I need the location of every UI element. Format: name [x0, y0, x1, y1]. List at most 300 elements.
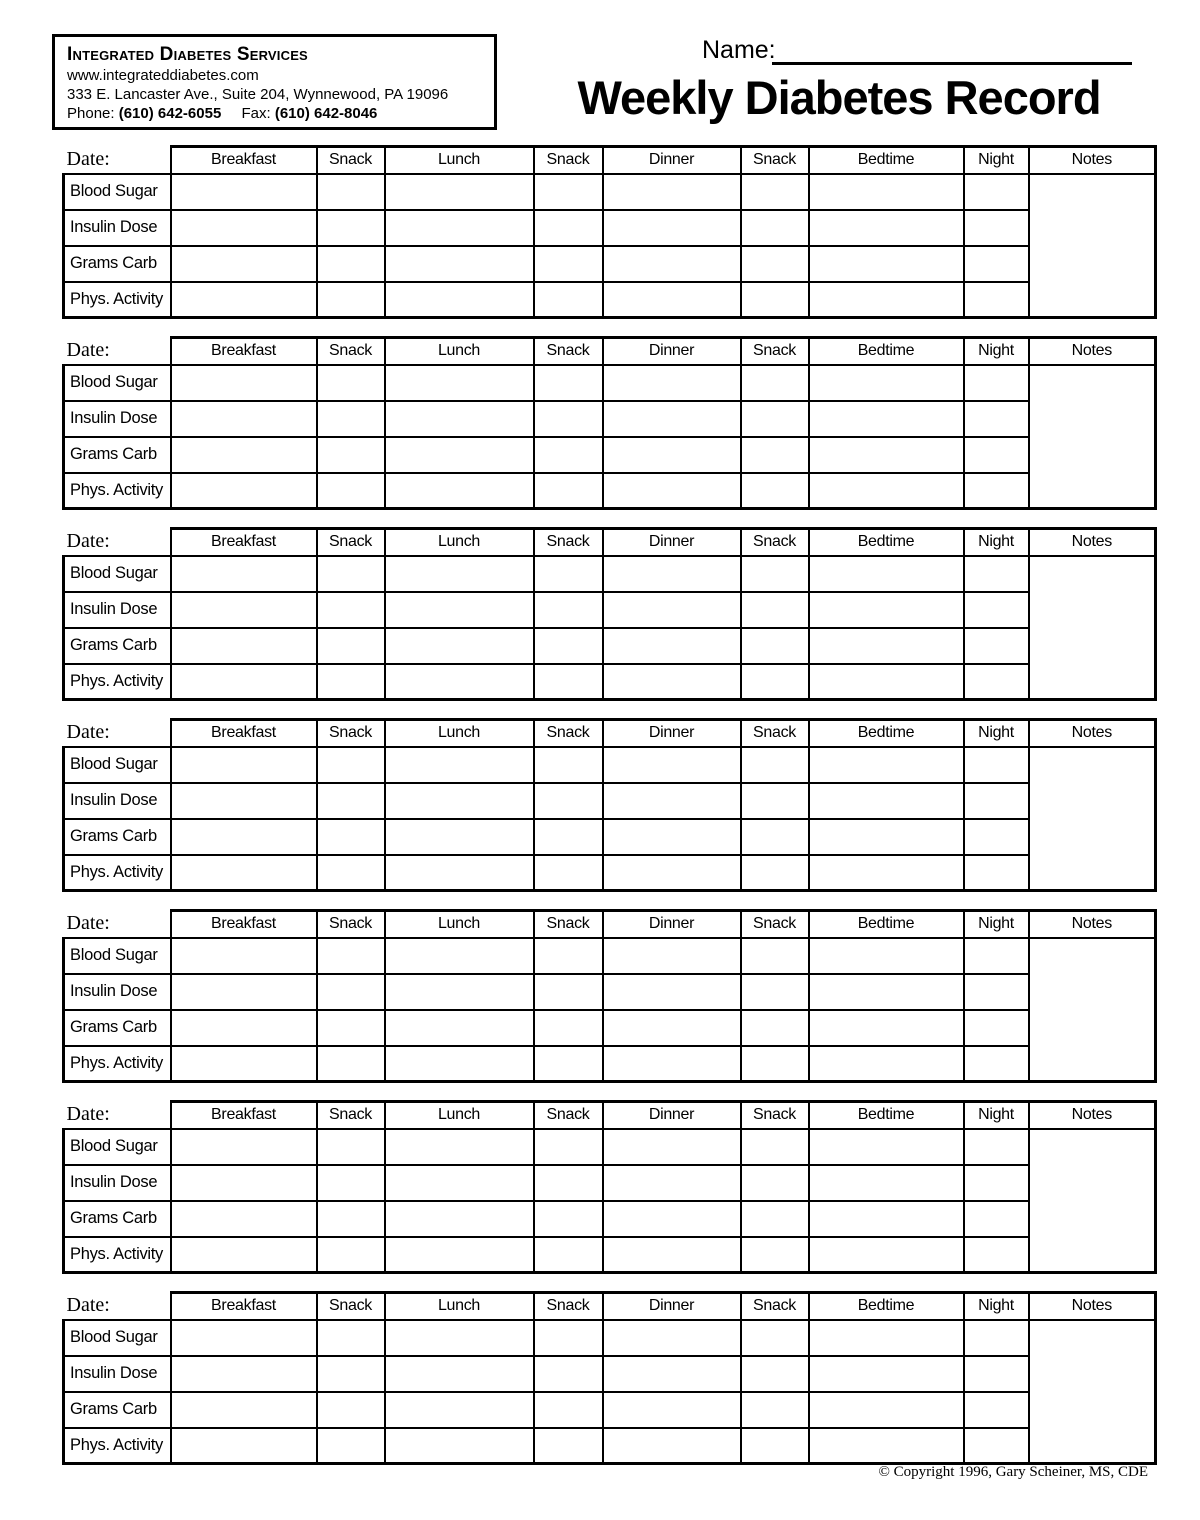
entry-cell[interactable] — [385, 246, 534, 282]
name-label: Name: — [702, 36, 776, 64]
entry-cell[interactable] — [603, 783, 741, 819]
entry-cell[interactable] — [964, 1046, 1029, 1082]
entry-cell[interactable] — [385, 174, 534, 210]
entry-cell[interactable] — [171, 246, 317, 282]
fax-number: (610) 642-8046 — [274, 105, 378, 122]
notes-cell[interactable] — [1029, 556, 1156, 700]
entry-cell[interactable] — [317, 1392, 385, 1428]
entry-cell[interactable] — [603, 819, 741, 855]
entry-cell[interactable] — [964, 664, 1029, 700]
entry-cell[interactable] — [171, 855, 317, 891]
entry-cell[interactable] — [603, 1010, 741, 1046]
entry-cell[interactable] — [964, 1428, 1029, 1464]
entry-cell[interactable] — [171, 282, 317, 318]
column-header-breakfast: Breakfast — [171, 147, 317, 174]
entry-cell[interactable] — [741, 210, 809, 246]
column-header-bedtime: Bedtime — [809, 1293, 964, 1320]
entry-cell[interactable] — [741, 282, 809, 318]
clinic-address: 333 E. Lancaster Ave., Suite 204, Wynnewood, PA 19096 — [67, 86, 449, 103]
entry-cell[interactable] — [809, 210, 964, 246]
column-header-lunch: Lunch — [385, 911, 534, 938]
column-header-bedtime: Bedtime — [809, 1102, 964, 1129]
entry-cell[interactable] — [317, 282, 385, 318]
entry-cell[interactable] — [603, 628, 741, 664]
entry-cell[interactable] — [171, 1320, 317, 1356]
date-field[interactable] — [64, 1102, 171, 1129]
entry-cell[interactable] — [534, 365, 603, 401]
entry-cell[interactable] — [534, 1356, 603, 1392]
entry-cell[interactable] — [741, 437, 809, 473]
entry-cell[interactable] — [317, 365, 385, 401]
entry-cell[interactable] — [385, 556, 534, 592]
entry-cell[interactable] — [964, 1392, 1029, 1428]
entry-cell[interactable] — [317, 1129, 385, 1165]
entry-cell[interactable] — [385, 437, 534, 473]
entry-cell[interactable] — [171, 1010, 317, 1046]
entry-cell[interactable] — [171, 365, 317, 401]
entry-cell[interactable] — [741, 1320, 809, 1356]
entry-cell[interactable] — [809, 282, 964, 318]
entry-cell[interactable] — [534, 1392, 603, 1428]
entry-cell[interactable] — [964, 365, 1029, 401]
entry-cell[interactable] — [964, 783, 1029, 819]
week-record-table — [62, 718, 1157, 892]
entry-cell[interactable] — [317, 437, 385, 473]
entry-cell[interactable] — [317, 210, 385, 246]
entry-cell[interactable] — [741, 1201, 809, 1237]
entry-cell[interactable] — [171, 664, 317, 700]
week-record-table — [62, 527, 1157, 701]
column-header-snack-3: Snack — [741, 720, 809, 747]
entry-cell[interactable] — [964, 174, 1029, 210]
entry-cell[interactable] — [171, 401, 317, 437]
entry-cell[interactable] — [385, 365, 534, 401]
entry-cell[interactable] — [741, 783, 809, 819]
entry-cell[interactable] — [809, 1129, 964, 1165]
notes-cell[interactable] — [1029, 365, 1156, 509]
entry-cell[interactable] — [317, 1010, 385, 1046]
entry-cell[interactable] — [317, 819, 385, 855]
entry-cell[interactable] — [603, 365, 741, 401]
entry-cell[interactable] — [171, 1201, 317, 1237]
entry-cell[interactable] — [741, 974, 809, 1010]
entry-cell[interactable] — [964, 1129, 1029, 1165]
entry-cell[interactable] — [317, 246, 385, 282]
column-header-notes: Notes — [1029, 529, 1156, 556]
row-label-phys-activity: Phys. Activity — [64, 1428, 171, 1464]
entry-cell[interactable] — [385, 628, 534, 664]
entry-cell[interactable] — [603, 1237, 741, 1273]
entry-cell[interactable] — [534, 938, 603, 974]
entry-cell[interactable] — [603, 938, 741, 974]
entry-cell[interactable] — [741, 174, 809, 210]
entry-cell[interactable] — [809, 1356, 964, 1392]
row-label-blood-sugar: Blood Sugar — [64, 1129, 171, 1165]
entry-cell[interactable] — [809, 1320, 964, 1356]
entry-cell[interactable] — [741, 819, 809, 855]
entry-cell[interactable] — [603, 473, 741, 509]
entry-cell[interactable] — [317, 473, 385, 509]
entry-cell[interactable] — [385, 747, 534, 783]
row-label-blood-sugar: Blood Sugar — [64, 938, 171, 974]
entry-cell[interactable] — [741, 1428, 809, 1464]
entry-cell[interactable] — [964, 473, 1029, 509]
entry-cell[interactable] — [603, 1129, 741, 1165]
column-header-bedtime: Bedtime — [809, 338, 964, 365]
entry-cell[interactable] — [171, 783, 317, 819]
entry-cell[interactable] — [171, 747, 317, 783]
entry-cell[interactable] — [964, 1165, 1029, 1201]
entry-cell[interactable] — [809, 1392, 964, 1428]
entry-cell[interactable] — [385, 783, 534, 819]
entry-cell[interactable] — [385, 664, 534, 700]
entry-cell[interactable] — [603, 246, 741, 282]
week-record-table — [62, 145, 1157, 319]
entry-cell[interactable] — [317, 1165, 385, 1201]
row-label-phys-activity: Phys. Activity — [64, 1046, 171, 1082]
entry-cell[interactable] — [603, 282, 741, 318]
entry-cell[interactable] — [964, 819, 1029, 855]
entry-cell[interactable] — [534, 664, 603, 700]
entry-cell[interactable] — [964, 1237, 1029, 1273]
entry-cell[interactable] — [741, 365, 809, 401]
entry-cell[interactable] — [534, 1320, 603, 1356]
entry-cell[interactable] — [809, 855, 964, 891]
row-label-phys-activity: Phys. Activity — [64, 855, 171, 891]
date-field[interactable] — [64, 720, 171, 747]
entry-cell[interactable] — [603, 210, 741, 246]
entry-cell[interactable] — [603, 174, 741, 210]
column-header-notes: Notes — [1029, 1102, 1156, 1129]
entry-cell[interactable] — [534, 974, 603, 1010]
column-header-bedtime: Bedtime — [809, 911, 964, 938]
entry-cell[interactable] — [385, 938, 534, 974]
entry-cell[interactable] — [964, 1320, 1029, 1356]
entry-cell[interactable] — [964, 556, 1029, 592]
date-field[interactable] — [64, 1293, 171, 1320]
entry-cell[interactable] — [534, 282, 603, 318]
entry-cell[interactable] — [809, 365, 964, 401]
entry-cell[interactable] — [534, 401, 603, 437]
row-label-insulin-dose: Insulin Dose — [64, 974, 171, 1010]
column-header-night: Night — [964, 720, 1029, 747]
entry-cell[interactable] — [171, 1129, 317, 1165]
entry-cell[interactable] — [809, 592, 964, 628]
entry-cell[interactable] — [809, 437, 964, 473]
entry-cell[interactable] — [603, 592, 741, 628]
entry-cell[interactable] — [385, 1428, 534, 1464]
entry-cell[interactable] — [809, 1165, 964, 1201]
entry-cell[interactable] — [809, 401, 964, 437]
date-label: Date: — [66, 339, 110, 361]
entry-cell[interactable] — [603, 664, 741, 700]
entry-cell[interactable] — [534, 855, 603, 891]
entry-cell[interactable] — [534, 1428, 603, 1464]
entry-cell[interactable] — [809, 819, 964, 855]
entry-cell[interactable] — [741, 747, 809, 783]
row-label-blood-sugar: Blood Sugar — [64, 556, 171, 592]
copyright-notice: © Copyright 1996, Gary Scheiner, MS, CDE — [878, 1464, 1148, 1480]
row-label-grams-carb: Grams Carb — [64, 1201, 171, 1237]
entry-cell[interactable] — [964, 628, 1029, 664]
row-label-grams-carb: Grams Carb — [64, 819, 171, 855]
column-header-snack-3: Snack — [741, 1102, 809, 1129]
clinic-name: Integrated Diabetes Services — [67, 44, 308, 65]
date-field[interactable] — [64, 338, 171, 365]
entry-cell[interactable] — [317, 1201, 385, 1237]
column-header-breakfast: Breakfast — [171, 911, 317, 938]
entry-cell[interactable] — [534, 1046, 603, 1082]
entry-cell[interactable] — [809, 1046, 964, 1082]
entry-cell[interactable] — [741, 1010, 809, 1046]
entry-cell[interactable] — [385, 1320, 534, 1356]
entry-cell[interactable] — [809, 174, 964, 210]
notes-cell[interactable] — [1029, 174, 1156, 318]
entry-cell[interactable] — [171, 210, 317, 246]
entry-cell[interactable] — [964, 246, 1029, 282]
entry-cell[interactable] — [603, 855, 741, 891]
entry-cell[interactable] — [534, 473, 603, 509]
entry-cell[interactable] — [741, 628, 809, 664]
row-label-phys-activity: Phys. Activity — [64, 282, 171, 318]
fax-label: Fax: — [241, 105, 271, 122]
entry-cell[interactable] — [171, 1046, 317, 1082]
entry-cell[interactable] — [534, 556, 603, 592]
entry-cell[interactable] — [317, 1356, 385, 1392]
entry-cell[interactable] — [741, 401, 809, 437]
entry-cell[interactable] — [603, 974, 741, 1010]
entry-cell[interactable] — [317, 628, 385, 664]
entry-cell[interactable] — [964, 1356, 1029, 1392]
entry-cell[interactable] — [809, 783, 964, 819]
notes-cell[interactable] — [1029, 747, 1156, 891]
row-label-insulin-dose: Insulin Dose — [64, 1165, 171, 1201]
entry-cell[interactable] — [171, 974, 317, 1010]
entry-cell[interactable] — [534, 628, 603, 664]
entry-cell[interactable] — [171, 556, 317, 592]
entry-cell[interactable] — [964, 210, 1029, 246]
entry-cell[interactable] — [741, 1392, 809, 1428]
entry-cell[interactable] — [534, 592, 603, 628]
column-header-snack-3: Snack — [741, 529, 809, 556]
date-field[interactable] — [64, 529, 171, 556]
entry-cell[interactable] — [534, 246, 603, 282]
entry-cell[interactable] — [317, 1320, 385, 1356]
entry-cell[interactable] — [603, 747, 741, 783]
entry-cell[interactable] — [534, 783, 603, 819]
entry-cell[interactable] — [603, 1320, 741, 1356]
entry-cell[interactable] — [385, 974, 534, 1010]
entry-cell[interactable] — [385, 210, 534, 246]
date-label: Date: — [66, 1294, 110, 1316]
clinic-website: www.integrateddiabetes.com — [67, 67, 259, 84]
name-field[interactable] — [772, 40, 1132, 65]
entry-cell[interactable] — [964, 855, 1029, 891]
column-header-night: Night — [964, 1293, 1029, 1320]
entry-cell[interactable] — [317, 592, 385, 628]
entry-cell[interactable] — [171, 473, 317, 509]
column-header-snack-1: Snack — [317, 147, 385, 174]
entry-cell[interactable] — [809, 1237, 964, 1273]
entry-cell[interactable] — [741, 556, 809, 592]
entry-cell[interactable] — [534, 747, 603, 783]
entry-cell[interactable] — [964, 282, 1029, 318]
entry-cell[interactable] — [964, 437, 1029, 473]
entry-cell[interactable] — [809, 473, 964, 509]
entry-cell[interactable] — [741, 473, 809, 509]
entry-cell[interactable] — [603, 556, 741, 592]
entry-cell[interactable] — [741, 1129, 809, 1165]
entry-cell[interactable] — [534, 1165, 603, 1201]
column-header-snack-2: Snack — [534, 529, 603, 556]
entry-cell[interactable] — [741, 1356, 809, 1392]
column-header-notes: Notes — [1029, 911, 1156, 938]
entry-cell[interactable] — [534, 1201, 603, 1237]
entry-cell[interactable] — [603, 1201, 741, 1237]
entry-cell[interactable] — [741, 1237, 809, 1273]
entry-cell[interactable] — [171, 437, 317, 473]
entry-cell[interactable] — [385, 473, 534, 509]
column-header-lunch: Lunch — [385, 529, 534, 556]
entry-cell[interactable] — [317, 174, 385, 210]
entry-cell[interactable] — [603, 1392, 741, 1428]
week-record-table — [62, 909, 1157, 1083]
entry-cell[interactable] — [603, 437, 741, 473]
entry-cell[interactable] — [809, 556, 964, 592]
entry-cell[interactable] — [317, 747, 385, 783]
entry-cell[interactable] — [809, 246, 964, 282]
entry-cell[interactable] — [385, 855, 534, 891]
column-header-snack-2: Snack — [534, 911, 603, 938]
entry-cell[interactable] — [534, 1129, 603, 1165]
entry-cell[interactable] — [171, 174, 317, 210]
column-header-breakfast: Breakfast — [171, 1102, 317, 1129]
entry-cell[interactable] — [317, 1428, 385, 1464]
entry-cell[interactable] — [741, 938, 809, 974]
entry-cell[interactable] — [964, 1201, 1029, 1237]
entry-cell[interactable] — [603, 401, 741, 437]
entry-cell[interactable] — [317, 401, 385, 437]
notes-cell[interactable] — [1029, 1320, 1156, 1464]
column-header-night: Night — [964, 147, 1029, 174]
entry-cell[interactable] — [317, 974, 385, 1010]
entry-cell[interactable] — [964, 1010, 1029, 1046]
date-field[interactable] — [64, 147, 171, 174]
entry-cell[interactable] — [534, 1237, 603, 1273]
entry-cell[interactable] — [385, 1165, 534, 1201]
column-header-night: Night — [964, 529, 1029, 556]
entry-cell[interactable] — [809, 747, 964, 783]
column-header-dinner: Dinner — [603, 911, 741, 938]
column-header-dinner: Dinner — [603, 147, 741, 174]
entry-cell[interactable] — [171, 592, 317, 628]
column-header-notes: Notes — [1029, 338, 1156, 365]
entry-cell[interactable] — [171, 628, 317, 664]
entry-cell[interactable] — [534, 437, 603, 473]
entry-cell[interactable] — [741, 1165, 809, 1201]
entry-cell[interactable] — [385, 819, 534, 855]
entry-cell[interactable] — [741, 246, 809, 282]
column-header-snack-2: Snack — [534, 147, 603, 174]
entry-cell[interactable] — [809, 974, 964, 1010]
column-header-breakfast: Breakfast — [171, 338, 317, 365]
entry-cell[interactable] — [603, 1428, 741, 1464]
column-header-lunch: Lunch — [385, 1102, 534, 1129]
entry-cell[interactable] — [534, 210, 603, 246]
entry-cell[interactable] — [741, 1046, 809, 1082]
entry-cell[interactable] — [809, 1428, 964, 1464]
entry-cell[interactable] — [385, 401, 534, 437]
entry-cell[interactable] — [171, 819, 317, 855]
entry-cell[interactable] — [809, 938, 964, 974]
entry-cell[interactable] — [385, 1129, 534, 1165]
column-header-snack-2: Snack — [534, 720, 603, 747]
entry-cell[interactable] — [385, 1237, 534, 1273]
entry-cell[interactable] — [964, 747, 1029, 783]
entry-cell[interactable] — [964, 592, 1029, 628]
entry-cell[interactable] — [534, 819, 603, 855]
entry-cell[interactable] — [964, 974, 1029, 1010]
entry-cell[interactable] — [964, 401, 1029, 437]
entry-cell[interactable] — [603, 1046, 741, 1082]
entry-cell[interactable] — [171, 938, 317, 974]
entry-cell[interactable] — [603, 1356, 741, 1392]
entry-cell[interactable] — [809, 1010, 964, 1046]
entry-cell[interactable] — [741, 664, 809, 700]
entry-cell[interactable] — [171, 1356, 317, 1392]
entry-cell[interactable] — [385, 1010, 534, 1046]
notes-cell[interactable] — [1029, 1129, 1156, 1273]
notes-cell[interactable] — [1029, 938, 1156, 1082]
entry-cell[interactable] — [741, 855, 809, 891]
entry-cell[interactable] — [603, 1165, 741, 1201]
row-label-grams-carb: Grams Carb — [64, 1010, 171, 1046]
row-label-grams-carb: Grams Carb — [64, 628, 171, 664]
entry-cell[interactable] — [741, 592, 809, 628]
entry-cell[interactable] — [385, 1356, 534, 1392]
entry-cell[interactable] — [317, 1046, 385, 1082]
entry-cell[interactable] — [317, 783, 385, 819]
entry-cell[interactable] — [317, 556, 385, 592]
entry-cell[interactable] — [317, 855, 385, 891]
entry-cell[interactable] — [534, 1010, 603, 1046]
entry-cell[interactable] — [385, 1046, 534, 1082]
column-header-dinner: Dinner — [603, 720, 741, 747]
entry-cell[interactable] — [809, 664, 964, 700]
entry-cell[interactable] — [385, 1392, 534, 1428]
entry-cell[interactable] — [809, 628, 964, 664]
column-header-snack-2: Snack — [534, 1293, 603, 1320]
entry-cell[interactable] — [171, 1428, 317, 1464]
entry-cell[interactable] — [317, 664, 385, 700]
entry-cell[interactable] — [534, 174, 603, 210]
entry-cell[interactable] — [317, 938, 385, 974]
column-header-breakfast: Breakfast — [171, 1293, 317, 1320]
entry-cell[interactable] — [317, 1237, 385, 1273]
entry-cell[interactable] — [171, 1237, 317, 1273]
entry-cell[interactable] — [385, 1201, 534, 1237]
entry-cell[interactable] — [385, 282, 534, 318]
entry-cell[interactable] — [385, 592, 534, 628]
column-header-lunch: Lunch — [385, 147, 534, 174]
entry-cell[interactable] — [964, 938, 1029, 974]
entry-cell[interactable] — [171, 1392, 317, 1428]
entry-cell[interactable] — [809, 1201, 964, 1237]
date-field[interactable] — [64, 911, 171, 938]
column-header-dinner: Dinner — [603, 338, 741, 365]
column-header-lunch: Lunch — [385, 720, 534, 747]
entry-cell[interactable] — [171, 1165, 317, 1201]
